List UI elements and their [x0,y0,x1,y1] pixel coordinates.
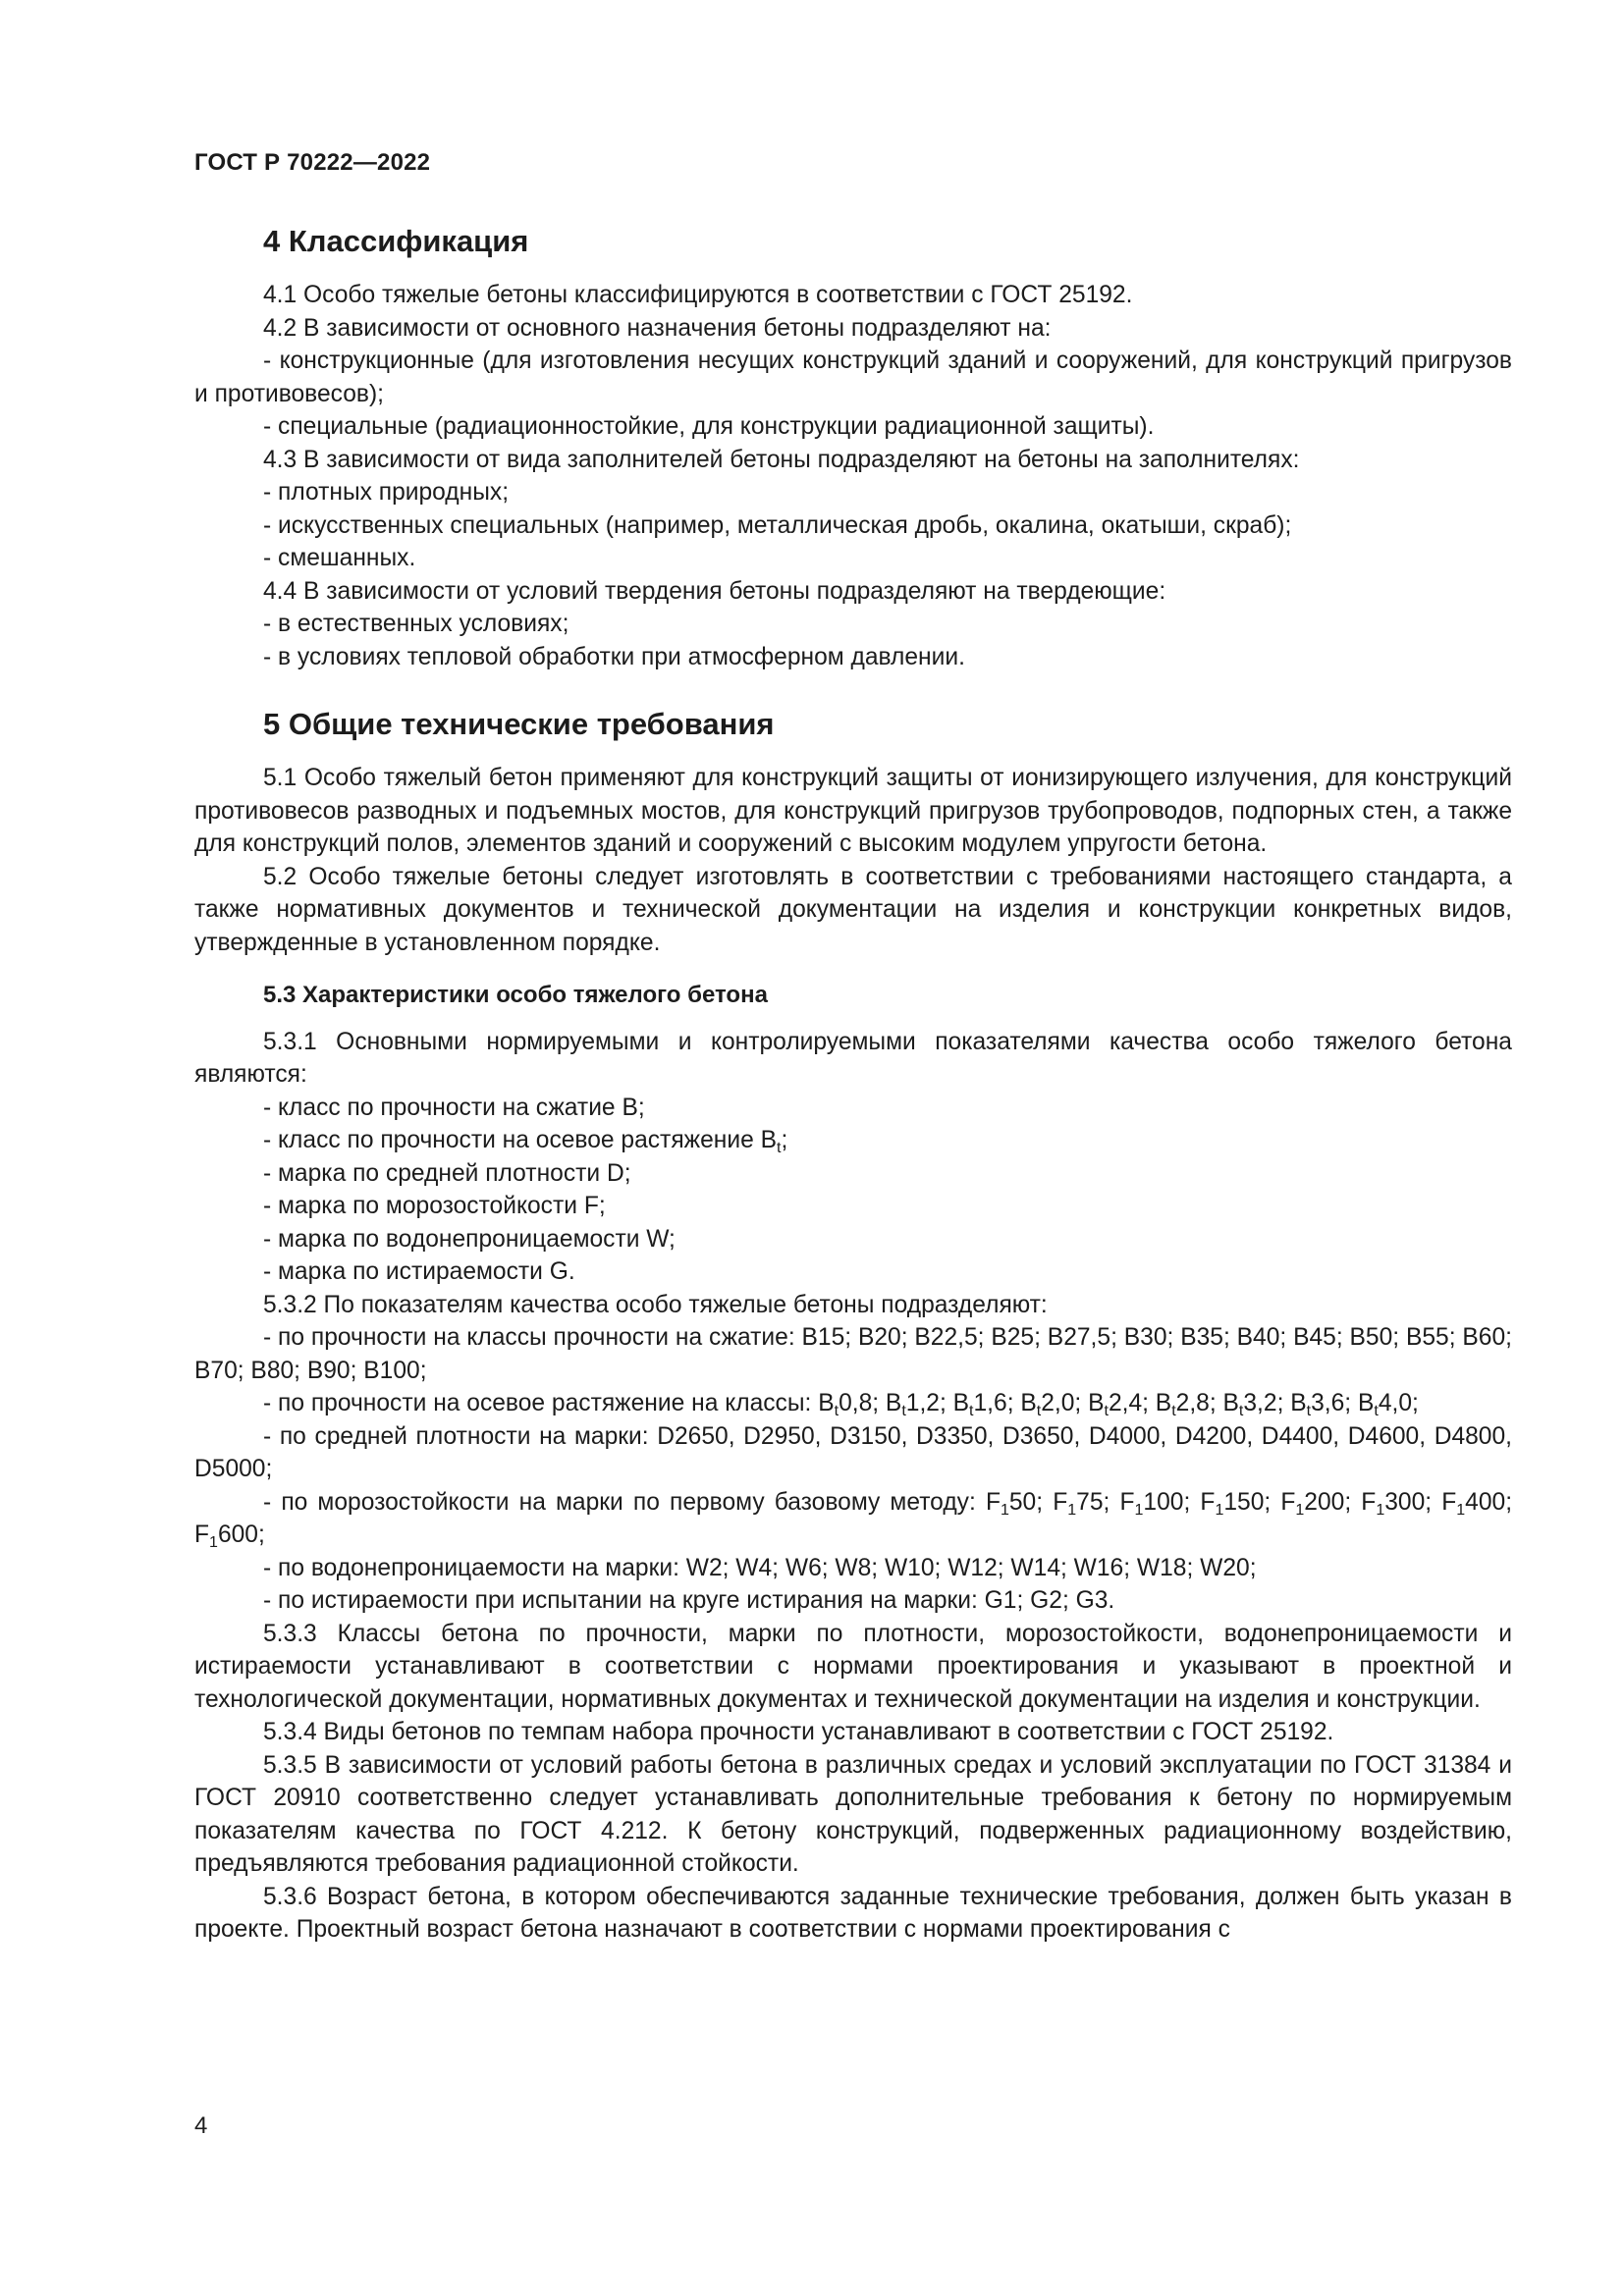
list-item-text: - по прочности на осевое растяжение на классы: [263,1390,819,1416]
list-item: - специальные (радиационностойкие, для конструкции радиационной защиты). [263,413,1155,440]
list-item: - марка по средней плотности D; [263,1159,631,1187]
frost-grade-item [1441,1488,1513,1519]
paragraph-4-3: 4.3 В зависимости от вида заполнителей бетоны подразделяют на бетоны на заполнителях: [263,446,1300,473]
tension-class-item [885,1390,953,1419]
frost-grade-item [985,1488,1054,1519]
frost-grade-letter: F [1361,1488,1377,1516]
tension-class-value: 1,6; [973,1390,1021,1416]
tension-class-item [1020,1390,1089,1419]
frost-grade-letter: F [194,1522,210,1548]
tension-class-value: 3,2; [1243,1390,1291,1416]
tension-class-value: 4,0; [1378,1390,1419,1416]
tension-class-subscript: t [1171,1403,1176,1419]
frost-grade-value: 75; [1076,1488,1120,1516]
frost-grade-value: 200; [1304,1488,1362,1516]
frost-grade-subscript: 1 [209,1534,218,1551]
tension-class-subscript: t [901,1403,906,1419]
frost-grade-item [1280,1488,1362,1519]
frost-grade-value: 300; [1384,1488,1442,1516]
list-item-density-grades: - по средней плотности на марки: D2650, D2950, D3150, D3350, D3650, D4000, D4200, D4400, D4600, D4800, D5000; [194,1422,1512,1482]
tension-class-value: 0,8; [839,1390,886,1416]
page-number: 4 [194,2112,208,2139]
frost-grade-value: 600; [217,1522,265,1548]
list-item: - плотных природных; [263,479,510,506]
subsection-5-3-title: 5.3 Характеристики особо тяжелого бетона [263,982,768,1008]
paragraph-5-3-2: 5.3.2 По показателям качества особо тяжелые бетоны подразделяют: [263,1291,1048,1318]
paragraph-4-2: 4.2 В зависимости от основного назначения бетоны подразделяют на: [263,314,1052,342]
paragraph-5-3-6: 5.3.6 Возраст бетона, в котором обеспечиваются заданные технические требования, должен быть указан в проекте. Проектный возраст бетона назначают в соответствии с нормами проектирования с [194,1883,1512,1943]
frost-grade-letter: F [1441,1488,1457,1516]
frost-grade-subscript: 1 [1134,1501,1144,1519]
list-item-tension-classes [194,1387,1512,1420]
list-item-text: - класс по прочности на осевое растяжение B [263,1127,778,1153]
tension-class-subscript: t [1306,1403,1312,1419]
tension-class-letter: B [1290,1390,1307,1416]
tension-class-subscript: t [834,1403,839,1419]
paragraph-5-3-1: 5.3.1 Основными нормируемыми и контролируемыми показателями качества особо тяжелого бетона являются: [194,1028,1512,1088]
tension-class-item [952,1390,1021,1419]
list-item: - класс по прочности на сжатие B; [263,1094,645,1121]
frost-grade-value: 400; [1465,1488,1513,1516]
list-item-abrasion-grades: - по истираемости при испытании на круге истирания на марки: G1; G2; G3. [263,1587,1115,1614]
list-item-text: - по морозостойкости на марки по первому базовому методу: [263,1488,986,1516]
list-item: - в условиях тепловой обработки при атмосферном давлении. [263,643,965,670]
tension-class-letter: B [1020,1390,1037,1416]
paragraph-4-4: 4.4 В зависимости от условий твердения бетоны подразделяют на твердеющие: [263,577,1166,605]
section-5-title: 5 Общие технические требования [263,707,775,741]
tension-class-subscript: t [1238,1403,1244,1419]
tension-class-value: 2,8; [1175,1390,1223,1416]
list-item-compression-classes: - по прочности на классы прочности на сжатие: B15; B20; B22,5; B25; B27,5; B30; B35; B40; B45; B50; B55; B60; B70; B80; B90; B100; [194,1324,1512,1384]
frost-grade-item [194,1522,265,1551]
tension-class-letter: B [1155,1390,1172,1416]
tension-class-item [1357,1390,1419,1419]
tension-class-value: 3,6; [1311,1390,1358,1416]
frost-grade-item [1053,1488,1120,1519]
frost-grade-subscript: 1 [1376,1501,1385,1519]
frost-grade-subscript: 1 [1295,1501,1305,1519]
tension-class-item [818,1390,886,1419]
list-item: - смешанных. [263,545,416,571]
list-item-punct: ; [781,1127,788,1153]
paragraph-5-2: 5.2 Особо тяжелые бетоны следует изготовлять в соответствии с требованиями настоящего стандарта, а также нормативных документов и технической документации на изделия и конструкции конкретных видов, утвержденные в установленном порядке. [194,863,1512,956]
frost-grade-letter: F [1280,1488,1296,1516]
list-item-water-grades: - по водонепроницаемости на марки: W2; W4; W6; W8; W10; W12; W14; W16; W18; W20; [263,1554,1257,1581]
tension-class-value: 1,2; [905,1390,953,1416]
frost-grade-subscript: 1 [1000,1501,1009,1519]
paragraph-5-3-4: 5.3.4 Виды бетонов по темпам набора прочности устанавливают в соответствии с ГОСТ 25192. [263,1719,1334,1745]
tension-class-item [1155,1390,1223,1419]
frost-grade-item [1119,1488,1201,1519]
section-4-title: 4 Классификация [263,224,529,258]
tension-class-item [1222,1390,1291,1419]
frost-grade-value: 50; [1008,1488,1054,1516]
paragraph-4-1: 4.1 Особо тяжелые бетоны классифицируются в соответствии с ГОСТ 25192. [263,282,1133,308]
paragraph-5-1: 5.1 Особо тяжелый бетон применяют для конструкций защиты от ионизирующего излучения, для конструкций противовесов разводных и подъемных мостов, для конструкций пригрузов трубопроводов, подпорных стен, а также для конструкций полов, элементов зданий и сооружений с высоким модулем упругости бетона. [194,765,1512,857]
frost-grade-subscript: 1 [1215,1501,1224,1519]
tension-class-subscript: t [969,1403,974,1419]
list-item: - конструкционные (для изготовления несущих конструкций зданий и сооружений, для конструкций пригрузов и противовесов); [194,347,1512,407]
list-item [194,1124,1512,1157]
frost-grade-letter: F [1053,1488,1068,1516]
list-item: - марка по истираемости G. [263,1258,575,1285]
tension-class-subscript: t [1036,1403,1042,1419]
tension-class-value: 2,0; [1041,1390,1089,1416]
frost-grade-value: 150; [1223,1488,1281,1516]
frost-grade-letter: F [1200,1488,1216,1516]
subscript-t: t [777,1140,782,1156]
list-item-frost-grades [194,1486,1512,1552]
tension-class-letter: B [885,1390,902,1416]
tension-class-letter: B [818,1390,835,1416]
list-item: - марка по морозостойкости F; [263,1193,606,1219]
tension-class-list [818,1390,1419,1419]
tension-class-letter: B [1222,1390,1239,1416]
paragraph-5-3-5: 5.3.5 В зависимости от условий работы бетона в различных средах и условий эксплуатации по ГОСТ 31384 и ГОСТ 20910 соответственно следует устанавливать дополнительные требования к бетону по нормируемым показателям качества по ГОСТ 4.212. К бетону конструкций, подверженных радиационному воздействию, предъявляются требования радиационной стойкости. [194,1751,1512,1877]
list-item: - искусственных специальных (например, металлическая дробь, окалина, окатыши, скраб); [263,511,1292,539]
paragraph-5-3-3: 5.3.3 Классы бетона по прочности, марки по плотности, морозостойкости, водонепроницаемости и истираемости устанавливают в соответствии с нормами проектирования и указывают в проектной и технологической документации, нормативных документах и технической документации на изделия и конструкции. [194,1620,1512,1713]
tension-class-letter: B [1357,1390,1375,1416]
tension-class-value: 2,4; [1108,1390,1156,1416]
list-item: - в естественных условиях; [263,611,569,637]
document-id-header: ГОСТ Р 70222—2022 [194,149,431,176]
tension-class-item [1088,1390,1156,1419]
tension-class-subscript: t [1374,1403,1379,1419]
frost-grade-letter: F [1119,1488,1135,1516]
frost-grade-item [1361,1488,1442,1519]
tension-class-item [1290,1390,1358,1419]
tension-class-letter: B [1088,1390,1105,1416]
frost-grade-subscript: 1 [1067,1501,1077,1519]
frost-grade-item [1200,1488,1281,1519]
tension-class-subscript: t [1104,1403,1109,1419]
tension-class-letter: B [952,1390,970,1416]
frost-grade-subscript: 1 [1456,1501,1466,1519]
document-body [194,222,1512,1947]
frost-grade-letter: F [985,1488,1001,1516]
list-item: - марка по водонепроницаемости W; [263,1225,676,1253]
frost-grade-value: 100; [1143,1488,1201,1516]
